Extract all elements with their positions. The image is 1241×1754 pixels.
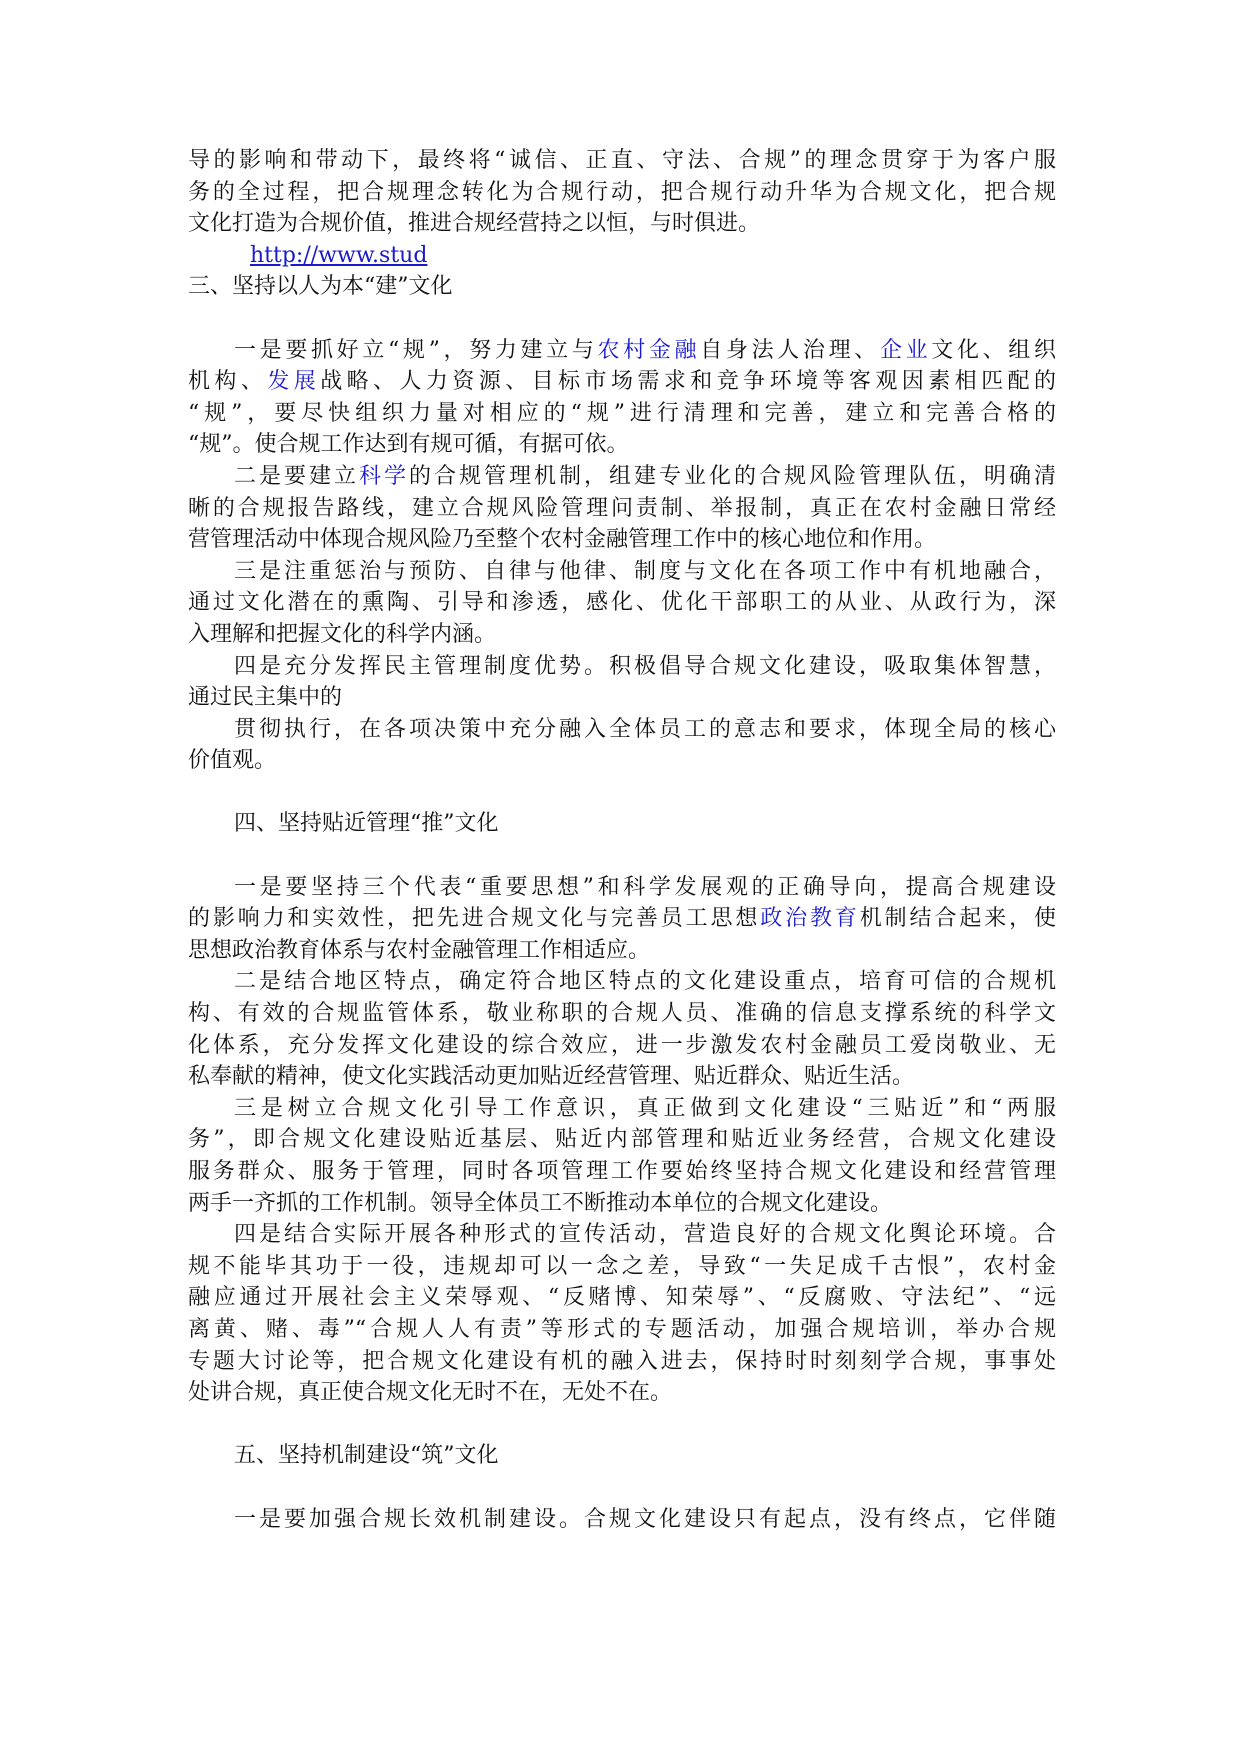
paragraph-line: 二是结合地区特点，确定符合地区特点的文化建设重点，培育可信的合规机 — [234, 969, 1056, 995]
paragraph-line: 通过民主集中的 — [188, 685, 343, 711]
paragraph-line: 专题大讨论等，把合规文化建设有机的融入进去，保持时时刻刻学合规，事事处 — [188, 1348, 1056, 1374]
paragraph-line: 入理解和把握文化的科学内涵。 — [188, 621, 497, 647]
paragraph-line: 化体系，充分发挥文化建设的综合效应，进一步激发农村金融员工爱岗敬业、无 — [188, 1032, 1056, 1058]
paragraph-line: 导的影响和带动下，最终将“诚信、正直、守法、合规”的理念贯穿于为客户服 — [188, 148, 1056, 173]
paragraph-line: 思想政治教育体系与农村金融管理工作相适应。 — [188, 937, 651, 963]
document-body — [188, 145, 1056, 1535]
paragraph-line: 两手一齐抓的工作机制。领导全体员工不断推动本单位的合规文化建设。 — [188, 1190, 893, 1216]
paragraph-line: 务”，即合规文化建设贴近基层、贴近内部管理和贴近业务经营，合规文化建设 — [188, 1127, 1056, 1153]
paragraph-line: 晰的合规报告路线，建立合规风险管理问责制、举报制，真正在农村金融日常经 — [188, 495, 1056, 521]
paragraph-line: 四是充分发挥民主管理制度优势。积极倡导合规文化建设，吸取集体智慧， — [234, 653, 1056, 679]
link-science[interactable]: 科学 — [359, 463, 409, 489]
section-heading-4: 四、坚持贴近管理“推”文化 — [234, 811, 499, 837]
paragraph-line: 务的全过程，把合规理念转化为合规行动，把合规行动升华为合规文化，把合规 — [188, 179, 1056, 205]
section-heading-5: 五、坚持机制建设“筑”文化 — [234, 1443, 499, 1469]
paragraph-line: 服务群众、服务于管理，同时各项管理工作要始终坚持合规文化建设和经营管理 — [188, 1159, 1056, 1184]
link-development[interactable]: 发展 — [267, 369, 321, 395]
paragraph-line: 四是结合实际开展各种形式的宣传活动，营造良好的合规文化舆论环境。合 — [234, 1222, 1056, 1248]
paragraph-line: 融应通过开展社会主义荣辱观、“反赌博、知荣辱”、“反腐败、守法纪”、“远 — [188, 1285, 1056, 1311]
paragraph-line: 贯彻执行，在各项决策中充分融入全体员工的意志和要求，体现全局的核心 — [234, 716, 1056, 742]
paragraph-line: 三是树立合规文化引导工作意识，真正做到文化建设“三贴近”和“两服 — [234, 1095, 1056, 1121]
paragraph-line: 私奉献的精神，使文化实践活动更加贴近经营管理、贴近群众、贴近生活。 — [188, 1064, 915, 1090]
paragraph-line: 通过文化潜在的熏陶、引导和渗透，感化、优化干部职工的从业、从政行为，深 — [188, 590, 1056, 616]
paragraph-line: 构、有效的合规监管体系，敬业称职的合规人员、准确的信息支撑系统的科学文 — [188, 1001, 1056, 1027]
paragraph-line: 一是要坚持三个代表“重要思想”和科学发展观的正确导向，提高合规建设 — [234, 874, 1056, 900]
paragraph-line: 一是要加强合规长效机制建设。合规文化建设只有起点，没有终点，它伴随 — [234, 1506, 1056, 1532]
url-line — [188, 240, 1056, 272]
paragraph-line: 规不能毕其功于一役，违规却可以一念之差，导致“一失足成千古恨”，农村金 — [188, 1253, 1056, 1279]
paragraph-line: 一是要抓好立“规”，努力建立与农村金融自身法人治理、企业文化、组织 — [234, 337, 1056, 363]
paragraph-line: 三是注重惩治与预防、自律与他律、制度与文化在各项工作中有机地融合， — [234, 558, 1056, 584]
paragraph-line: 机构、发展战略、人力资源、目标市场需求和竞争环境等客观因素相匹配的 — [188, 369, 1056, 395]
link-political-education[interactable]: 政治教育 — [760, 906, 860, 932]
url-link[interactable]: http://www.stud — [250, 242, 428, 268]
paragraph-line: 文化打造为合规价值，推进合规经营持之以恒，与时俱进。 — [188, 211, 761, 237]
paragraph-line: “规”。使合规工作达到有规可循，有据可依。 — [188, 432, 629, 458]
paragraph-line: 处讲合规，真正使合规文化无时不在，无处不在。 — [188, 1380, 673, 1406]
paragraph-line: 二是要建立科学的合规管理机制，组建专业化的合规风险管理队伍，明确清 — [234, 463, 1056, 489]
paragraph-line: “规”，要尽快组织力量对相应的“规”进行清理和完善，建立和完善合格的 — [188, 400, 1056, 426]
paragraph-line: 的影响力和实效性，把先进合规文化与完善员工思想政治教育机制结合起来，使 — [188, 906, 1056, 932]
section-heading-3: 三、坚持以人为本“建”文化 — [188, 274, 453, 300]
link-rural-finance[interactable]: 农村金融 — [597, 337, 701, 363]
paragraph-line: 营管理活动中体现合规风险乃至整个农村金融管理工作中的核心地位和作用。 — [188, 527, 937, 553]
paragraph-line: 价值观。 — [188, 748, 277, 774]
link-enterprise[interactable]: 企业 — [879, 337, 932, 363]
paragraph-line: 离黄、赌、毒”“合规人人有责”等形式的专题活动，加强合规培训，举办合规 — [188, 1316, 1056, 1342]
